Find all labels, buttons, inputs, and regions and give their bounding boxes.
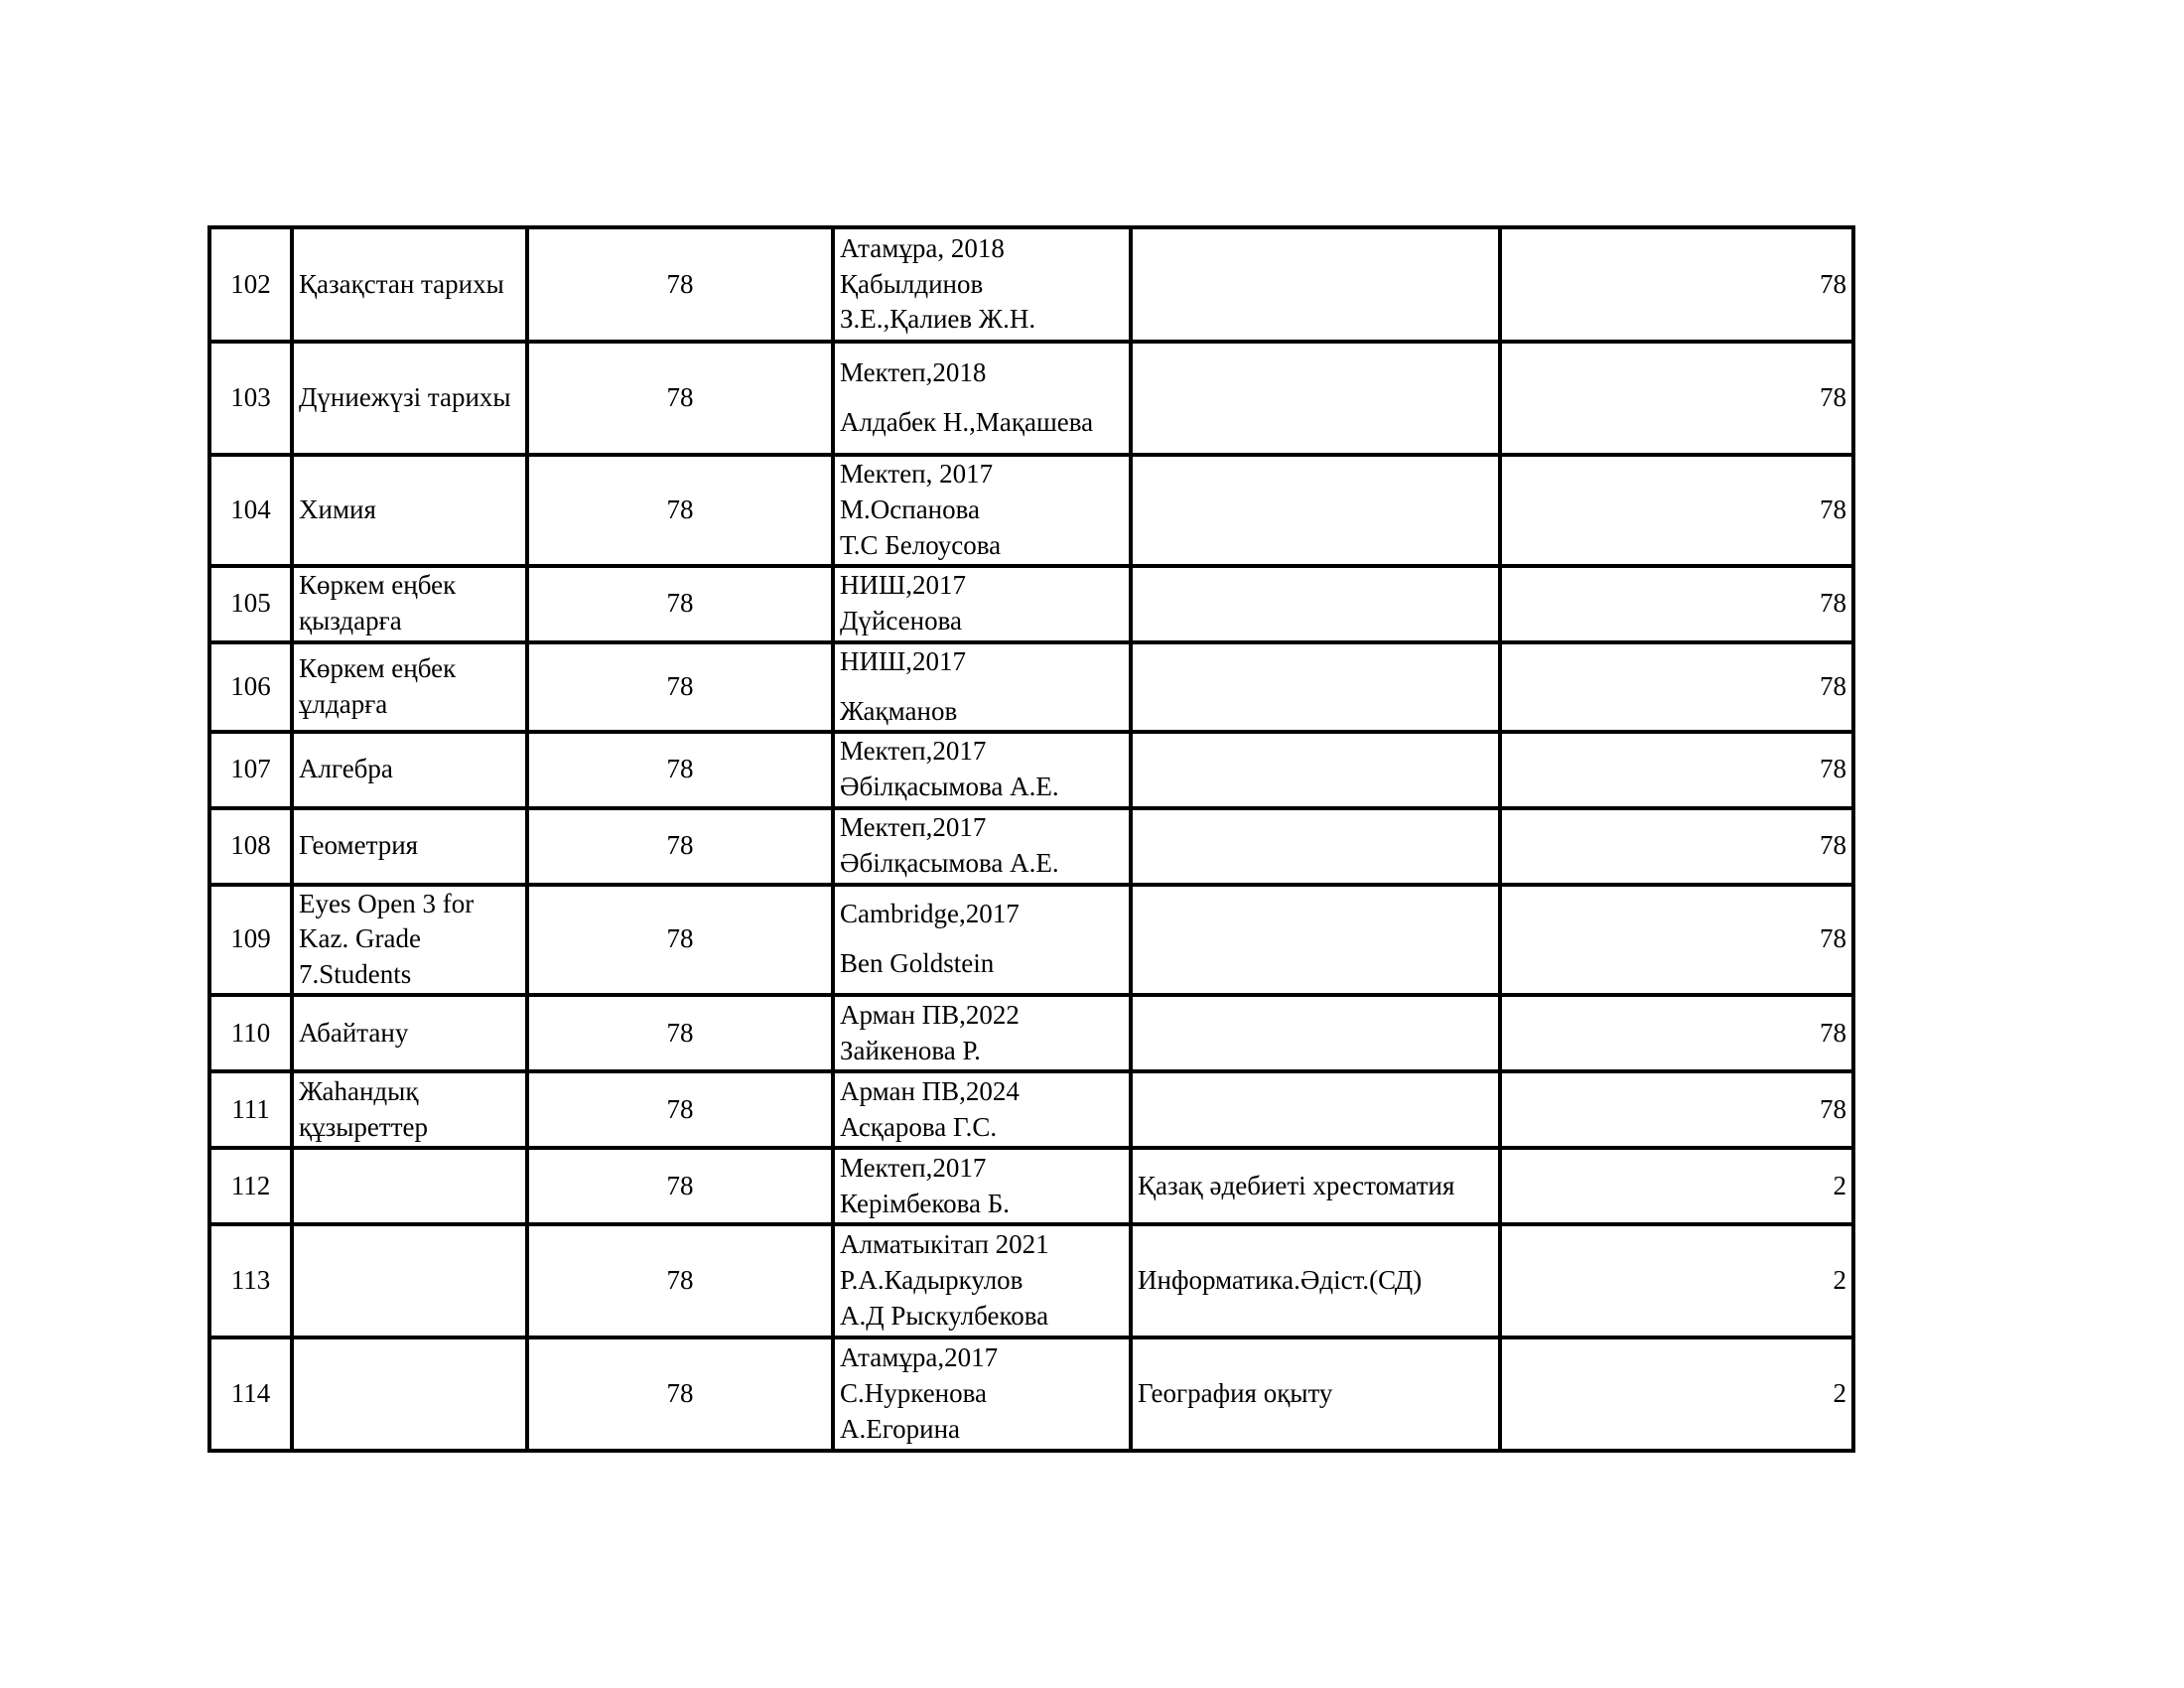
subject-cell xyxy=(292,455,527,566)
publisher-author-text: Атамұра, 2018 xyxy=(840,232,1005,263)
publisher-author-text: Мектеп,2017 xyxy=(840,812,987,843)
supplement-cell xyxy=(1131,885,1500,996)
subject-text: Алгебра xyxy=(299,754,393,784)
quantity-cell xyxy=(527,342,833,455)
quantity-value: 78 xyxy=(666,754,694,784)
total-cell xyxy=(1500,1337,1853,1451)
table-row xyxy=(209,227,1853,342)
row-number-cell xyxy=(209,732,292,808)
supplement-cell xyxy=(1131,227,1500,342)
publisher-author-text: Мектеп,2017 xyxy=(840,736,987,767)
publisher-author-text: Атамұра,2017 xyxy=(840,1342,999,1373)
subject-cell xyxy=(292,808,527,885)
publisher-author-text: Алматыкітап 2021 xyxy=(840,1229,1049,1260)
row-number: 114 xyxy=(230,1378,271,1409)
total-value: 2 xyxy=(1833,1170,1846,1200)
subject-text: қыздарға xyxy=(299,606,402,636)
total-cell xyxy=(1500,1224,1853,1337)
row-number: 102 xyxy=(230,268,271,299)
row-number: 107 xyxy=(230,754,271,784)
total-value: 78 xyxy=(1820,830,1846,861)
table-row xyxy=(209,1071,1853,1148)
publisher-cell xyxy=(833,732,1131,808)
publisher-author-text: Мектеп,2017 xyxy=(840,1152,987,1183)
quantity-cell xyxy=(527,1337,833,1451)
subject-cell xyxy=(292,342,527,455)
publisher-cell xyxy=(833,342,1131,455)
publisher-author-text: Cambridge,2017 xyxy=(840,899,1020,929)
total-cell xyxy=(1500,227,1853,342)
total-cell xyxy=(1500,732,1853,808)
subject-cell xyxy=(292,995,527,1071)
supplement-title: Қазақ әдебиеті хрестоматия xyxy=(1138,1170,1455,1200)
publisher-cell xyxy=(833,455,1131,566)
table-row xyxy=(209,1224,1853,1337)
table-body xyxy=(209,227,1853,1451)
publisher-author-text: Мектеп,2018 xyxy=(840,357,987,388)
supplement-cell xyxy=(1131,642,1500,732)
publisher-author-text: Мектеп, 2017 xyxy=(840,459,994,489)
total-cell xyxy=(1500,342,1853,455)
total-cell xyxy=(1500,566,1853,642)
total-cell xyxy=(1500,885,1853,996)
publisher-author-text: Алдабек Н.,Мақашева xyxy=(840,407,1094,437)
supplement-cell xyxy=(1131,1224,1500,1337)
publisher-author-text: Керімбекова Б. xyxy=(840,1188,1011,1218)
row-number: 106 xyxy=(230,670,271,701)
publisher-author-text: С.Нуркенова xyxy=(840,1378,988,1409)
quantity-cell xyxy=(527,642,833,732)
supplement-cell xyxy=(1131,808,1500,885)
publisher-cell xyxy=(833,885,1131,996)
row-number: 111 xyxy=(231,1093,270,1124)
total-cell xyxy=(1500,1148,1853,1224)
quantity-cell xyxy=(527,1071,833,1148)
quantity-value: 78 xyxy=(666,830,694,861)
row-number-cell xyxy=(209,885,292,996)
row-number-cell xyxy=(209,1148,292,1224)
publisher-author-text: Зайкенова Р. xyxy=(840,1035,981,1065)
publisher-author-text: НИШ,2017 xyxy=(840,570,966,601)
total-cell xyxy=(1500,1071,1853,1148)
subject-cell xyxy=(292,885,527,996)
publisher-author-text: НИШ,2017 xyxy=(840,645,966,676)
row-number-cell xyxy=(209,1071,292,1148)
total-value: 2 xyxy=(1833,1378,1846,1409)
total-value: 78 xyxy=(1820,1017,1846,1048)
publisher-author-text: Жақманов xyxy=(840,695,958,726)
row-number: 104 xyxy=(230,493,271,524)
subject-text: Eyes Open 3 for xyxy=(299,888,475,918)
supplement-cell xyxy=(1131,1071,1500,1148)
subject-text: Көркем еңбек xyxy=(299,652,457,683)
row-number-cell xyxy=(209,455,292,566)
subject-cell xyxy=(292,1337,527,1451)
row-number: 113 xyxy=(230,1265,271,1296)
subject-cell xyxy=(292,227,527,342)
publisher-cell xyxy=(833,1337,1131,1451)
row-number-cell xyxy=(209,342,292,455)
quantity-cell xyxy=(527,885,833,996)
subject-cell xyxy=(292,732,527,808)
row-number: 112 xyxy=(230,1170,271,1200)
subject-text: Kaz. Grade xyxy=(299,923,421,954)
total-value: 2 xyxy=(1833,1265,1846,1296)
publisher-cell xyxy=(833,808,1131,885)
publisher-cell xyxy=(833,1224,1131,1337)
subject-text: Дүниежүзі тарихы xyxy=(299,382,511,413)
publisher-cell xyxy=(833,227,1131,342)
total-cell xyxy=(1500,455,1853,566)
textbook-table xyxy=(207,225,1855,1453)
total-value: 78 xyxy=(1820,382,1846,413)
publisher-cell xyxy=(833,1071,1131,1148)
total-value: 78 xyxy=(1820,268,1846,299)
quantity-cell xyxy=(527,732,833,808)
publisher-author-text: Қабылдинов xyxy=(840,268,984,299)
table-row xyxy=(209,455,1853,566)
subject-text: ұлдарға xyxy=(299,688,388,719)
subject-cell xyxy=(292,1071,527,1148)
row-number: 108 xyxy=(230,830,271,861)
supplement-title: Информатика.Әдіст.(СД) xyxy=(1138,1265,1423,1296)
quantity-cell xyxy=(527,995,833,1071)
supplement-cell xyxy=(1131,566,1500,642)
table-row xyxy=(209,885,1853,996)
quantity-cell xyxy=(527,566,833,642)
quantity-value: 78 xyxy=(666,923,694,954)
publisher-cell xyxy=(833,566,1131,642)
publisher-author-text: Әбілқасымова А.Е. xyxy=(840,848,1059,879)
quantity-cell xyxy=(527,1148,833,1224)
table-row xyxy=(209,342,1853,455)
publisher-author-text: Ben Goldstein xyxy=(840,948,995,979)
row-number-cell xyxy=(209,808,292,885)
publisher-author-text: М.Оспанова xyxy=(840,493,980,524)
subject-text: Абайтану xyxy=(299,1017,409,1048)
publisher-cell xyxy=(833,642,1131,732)
quantity-value: 78 xyxy=(666,268,694,299)
table-row xyxy=(209,808,1853,885)
quantity-cell xyxy=(527,808,833,885)
total-value: 78 xyxy=(1820,670,1846,701)
table-row xyxy=(209,1148,1853,1224)
supplement-cell xyxy=(1131,1148,1500,1224)
total-cell xyxy=(1500,642,1853,732)
subject-text: Көркем еңбек xyxy=(299,570,457,601)
quantity-cell xyxy=(527,1224,833,1337)
quantity-value: 78 xyxy=(666,493,694,524)
total-cell xyxy=(1500,808,1853,885)
publisher-author-text: А.Д Рыскулбекова xyxy=(840,1301,1049,1332)
subject-cell xyxy=(292,1148,527,1224)
total-value: 78 xyxy=(1820,923,1846,954)
publisher-author-text: Арман ПВ,2022 xyxy=(840,999,1020,1030)
quantity-value: 78 xyxy=(666,588,694,619)
table-row xyxy=(209,732,1853,808)
total-value: 78 xyxy=(1820,588,1846,619)
publisher-cell xyxy=(833,995,1131,1071)
row-number-cell xyxy=(209,1224,292,1337)
subject-cell xyxy=(292,642,527,732)
row-number-cell xyxy=(209,566,292,642)
row-number: 110 xyxy=(230,1017,271,1048)
publisher-cell xyxy=(833,1148,1131,1224)
publisher-author-text: Р.А.Кадыркулов xyxy=(840,1265,1024,1296)
row-number-cell xyxy=(209,642,292,732)
row-number-cell xyxy=(209,1337,292,1451)
quantity-cell xyxy=(527,227,833,342)
publisher-author-text: А.Егорина xyxy=(840,1414,961,1445)
subject-text: 7.Students xyxy=(299,959,412,990)
publisher-author-text: Т.С Белоусова xyxy=(840,529,1002,560)
quantity-value: 78 xyxy=(666,1093,694,1124)
supplement-cell xyxy=(1131,342,1500,455)
total-value: 78 xyxy=(1820,754,1846,784)
quantity-cell xyxy=(527,455,833,566)
supplement-cell xyxy=(1131,1337,1500,1451)
quantity-value: 78 xyxy=(666,1265,694,1296)
table-row xyxy=(209,1337,1853,1451)
row-number-cell xyxy=(209,995,292,1071)
subject-cell xyxy=(292,1224,527,1337)
total-cell xyxy=(1500,995,1853,1071)
total-value: 78 xyxy=(1820,493,1846,524)
publisher-author-text: Асқарова Г.С. xyxy=(840,1111,998,1142)
supplement-cell xyxy=(1131,455,1500,566)
publisher-author-text: З.Е.,Қалиев Ж.Н. xyxy=(840,304,1036,335)
subject-text: Химия xyxy=(299,493,376,524)
quantity-value: 78 xyxy=(666,1170,694,1200)
quantity-value: 78 xyxy=(666,382,694,413)
publisher-author-text: Арман ПВ,2024 xyxy=(840,1075,1020,1106)
supplement-cell xyxy=(1131,732,1500,808)
publisher-author-text: Дүйсенова xyxy=(840,606,962,636)
quantity-value: 78 xyxy=(666,670,694,701)
subject-text: Геометрия xyxy=(299,830,419,861)
table-row xyxy=(209,995,1853,1071)
publisher-author-text: Әбілқасымова А.Е. xyxy=(840,772,1059,802)
subject-text: Жаһандық xyxy=(299,1075,419,1106)
subject-text: құзыреттер xyxy=(299,1111,428,1142)
table-row xyxy=(209,642,1853,732)
row-number-cell xyxy=(209,227,292,342)
row-number: 103 xyxy=(230,382,271,413)
subject-text: Қазақстан тарихы xyxy=(299,268,504,299)
subject-cell xyxy=(292,566,527,642)
quantity-value: 78 xyxy=(666,1017,694,1048)
total-value: 78 xyxy=(1820,1093,1846,1124)
table-row xyxy=(209,566,1853,642)
supplement-title: География оқыту xyxy=(1138,1378,1333,1409)
quantity-value: 78 xyxy=(666,1378,694,1409)
row-number: 109 xyxy=(230,923,271,954)
supplement-cell xyxy=(1131,995,1500,1071)
row-number: 105 xyxy=(230,588,271,619)
